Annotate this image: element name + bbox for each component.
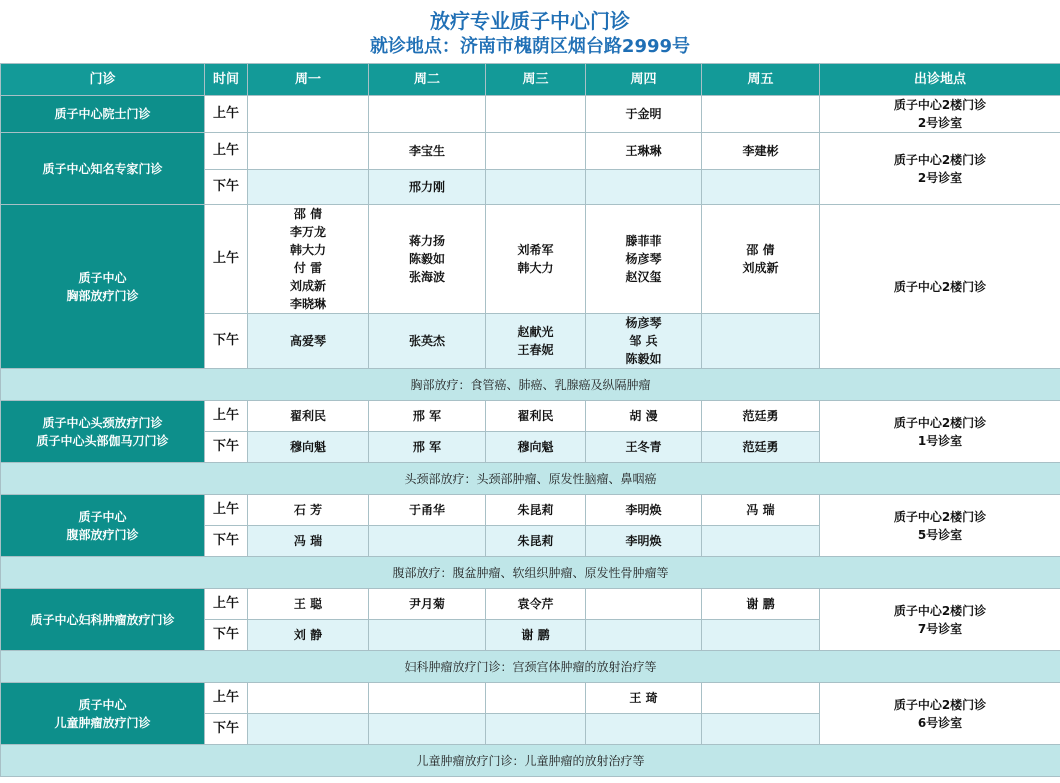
location-cell: 质子中心2楼门诊 1号诊室: [820, 401, 1060, 463]
doctor-cell: [486, 170, 586, 205]
schedule-table: [0, 63, 1060, 777]
note-row: [1, 651, 1060, 683]
doctor-cell: [486, 683, 586, 714]
section-note: 腹部放疗：腹盆肿瘤、软组织肿瘤、原发性骨肿瘤等: [1, 557, 1060, 589]
time-am: 上午: [205, 133, 248, 170]
doctor-cell: [248, 96, 369, 133]
doctor-cell: [702, 526, 820, 557]
doctor-cell: 翟利民: [248, 401, 369, 432]
table-row: [1, 495, 1060, 526]
table-row: [1, 205, 1060, 314]
doctor-cell: 王琳琳: [586, 133, 702, 170]
doctor-cell: 谢 鹏: [702, 589, 820, 620]
page-title: 放疗专业质子中心门诊: [430, 9, 630, 33]
doctor-cell: 李宝生: [369, 133, 486, 170]
col-header-tue: 周二: [369, 64, 486, 96]
doctor-cell: 王冬青: [586, 432, 702, 463]
doctor-cell: [586, 714, 702, 745]
doctor-cell: 穆向魁: [486, 432, 586, 463]
table-row: [1, 589, 1060, 620]
doctor-cell: 于金明: [586, 96, 702, 133]
doctor-cell: 邢 军: [369, 401, 486, 432]
section-note: 胸部放疗：食管癌、肺癌、乳腺癌及纵隔肿瘤: [1, 369, 1060, 401]
doctor-cell: 谢 鹏: [486, 620, 586, 651]
doctor-cell: 邵 倩 刘成新: [702, 205, 820, 314]
col-header-clinic: 门诊: [1, 64, 205, 96]
doctor-cell: [486, 96, 586, 133]
page-subtitle: 就诊地点：济南市槐荫区烟台路2999号: [369, 36, 691, 57]
location-cell: 质子中心2楼门诊 2号诊室: [820, 133, 1060, 205]
doctor-cell: 李明焕: [586, 526, 702, 557]
doctor-cell: 刘希军 韩大力: [486, 205, 586, 314]
section-note: 头颈部放疗：头颈部肿瘤、原发性脑瘤、鼻咽癌: [1, 463, 1060, 495]
table-row: [1, 133, 1060, 170]
clinic-name: 质子中心 腹部放疗门诊: [1, 495, 205, 557]
note-row: [1, 369, 1060, 401]
doctor-cell: [369, 714, 486, 745]
location-cell: 质子中心2楼门诊 6号诊室: [820, 683, 1060, 745]
time-pm: 下午: [205, 432, 248, 463]
time-pm: 下午: [205, 714, 248, 745]
clinic-name: 质子中心 胸部放疗门诊: [1, 205, 205, 369]
time-am: 上午: [205, 589, 248, 620]
doctor-cell: [369, 526, 486, 557]
section-note: 妇科肿瘤放疗门诊：宫颈宫体肿瘤的放射治疗等: [1, 651, 1060, 683]
header-row: [1, 64, 1060, 96]
clinic-name: 质子中心 儿童肿瘤放疗门诊: [1, 683, 205, 745]
doctor-cell: 冯 瑞: [248, 526, 369, 557]
doctor-cell: [369, 683, 486, 714]
table-row: [1, 96, 1060, 133]
location-cell: 质子中心2楼门诊 2号诊室: [820, 96, 1060, 133]
doctor-cell: 赵献光 王春妮: [486, 314, 586, 369]
doctor-cell: [369, 620, 486, 651]
note-row: [1, 745, 1060, 777]
col-header-mon: 周一: [248, 64, 369, 96]
location-cell: 质子中心2楼门诊 7号诊室: [820, 589, 1060, 651]
table-row: [1, 683, 1060, 714]
col-header-time: 时间: [205, 64, 248, 96]
doctor-cell: 朱昆莉: [486, 526, 586, 557]
time-pm: 下午: [205, 526, 248, 557]
note-row: [1, 463, 1060, 495]
doctor-cell: [702, 314, 820, 369]
doctor-cell: 邢力刚: [369, 170, 486, 205]
doctor-cell: 王 聪: [248, 589, 369, 620]
doctor-cell: 邢 军: [369, 432, 486, 463]
clinic-name: 质子中心知名专家门诊: [1, 133, 205, 205]
doctor-cell: [248, 714, 369, 745]
doctor-cell: 尹月菊: [369, 589, 486, 620]
doctor-cell: 杨彦琴 邹 兵 陈毅如: [586, 314, 702, 369]
time-pm: 下午: [205, 170, 248, 205]
doctor-cell: 范廷勇: [702, 432, 820, 463]
clinic-name: 质子中心妇科肿瘤放疗门诊: [1, 589, 205, 651]
doctor-cell: 于甬华: [369, 495, 486, 526]
doctor-cell: 刘 静: [248, 620, 369, 651]
col-header-wed: 周三: [486, 64, 586, 96]
doctor-cell: 李明焕: [586, 495, 702, 526]
doctor-cell: [248, 170, 369, 205]
doctor-cell: 石 芳: [248, 495, 369, 526]
time-pm: 下午: [205, 314, 248, 369]
doctor-cell: 穆向魁: [248, 432, 369, 463]
doctor-cell: 冯 瑞: [702, 495, 820, 526]
doctor-cell: [486, 714, 586, 745]
table-row: [1, 401, 1060, 432]
doctor-cell: [586, 589, 702, 620]
doctor-cell: [486, 133, 586, 170]
doctor-cell: 张英杰: [369, 314, 486, 369]
doctor-cell: [586, 620, 702, 651]
doctor-cell: 朱昆莉: [486, 495, 586, 526]
doctor-cell: [702, 170, 820, 205]
doctor-cell: 邵 倩 李万龙 韩大力 付 雷 刘成新 李晓琳: [248, 205, 369, 314]
time-am: 上午: [205, 683, 248, 714]
doctor-cell: 蒋力扬 陈毅如 张海波: [369, 205, 486, 314]
doctor-cell: [702, 683, 820, 714]
doctor-cell: [586, 170, 702, 205]
time-am: 上午: [205, 205, 248, 314]
doctor-cell: 李建彬: [702, 133, 820, 170]
doctor-cell: [248, 133, 369, 170]
time-pm: 下午: [205, 620, 248, 651]
col-header-location: 出诊地点: [820, 64, 1060, 96]
time-am: 上午: [205, 401, 248, 432]
clinic-name: 质子中心头颈放疗门诊 质子中心头部伽马刀门诊: [1, 401, 205, 463]
time-am: 上午: [205, 96, 248, 133]
doctor-cell: [702, 96, 820, 133]
doctor-cell: 高爱琴: [248, 314, 369, 369]
doctor-cell: [369, 96, 486, 133]
location-cell: 质子中心2楼门诊 5号诊室: [820, 495, 1060, 557]
doctor-cell: 范廷勇: [702, 401, 820, 432]
doctor-cell: 翟利民: [486, 401, 586, 432]
doctor-cell: 胡 漫: [586, 401, 702, 432]
doctor-cell: 滕菲菲 杨彦琴 赵汉玺: [586, 205, 702, 314]
col-header-thu: 周四: [586, 64, 702, 96]
location-cell: 质子中心2楼门诊: [820, 205, 1060, 369]
doctor-cell: [248, 683, 369, 714]
note-row: [1, 557, 1060, 589]
time-am: 上午: [205, 495, 248, 526]
clinic-name: 质子中心院士门诊: [1, 96, 205, 133]
col-header-fri: 周五: [702, 64, 820, 96]
section-note: 儿童肿瘤放疗门诊：儿童肿瘤的放射治疗等: [1, 745, 1060, 777]
doctor-cell: [702, 620, 820, 651]
doctor-cell: 王 琦: [586, 683, 702, 714]
doctor-cell: [702, 714, 820, 745]
doctor-cell: 袁令芹: [486, 589, 586, 620]
